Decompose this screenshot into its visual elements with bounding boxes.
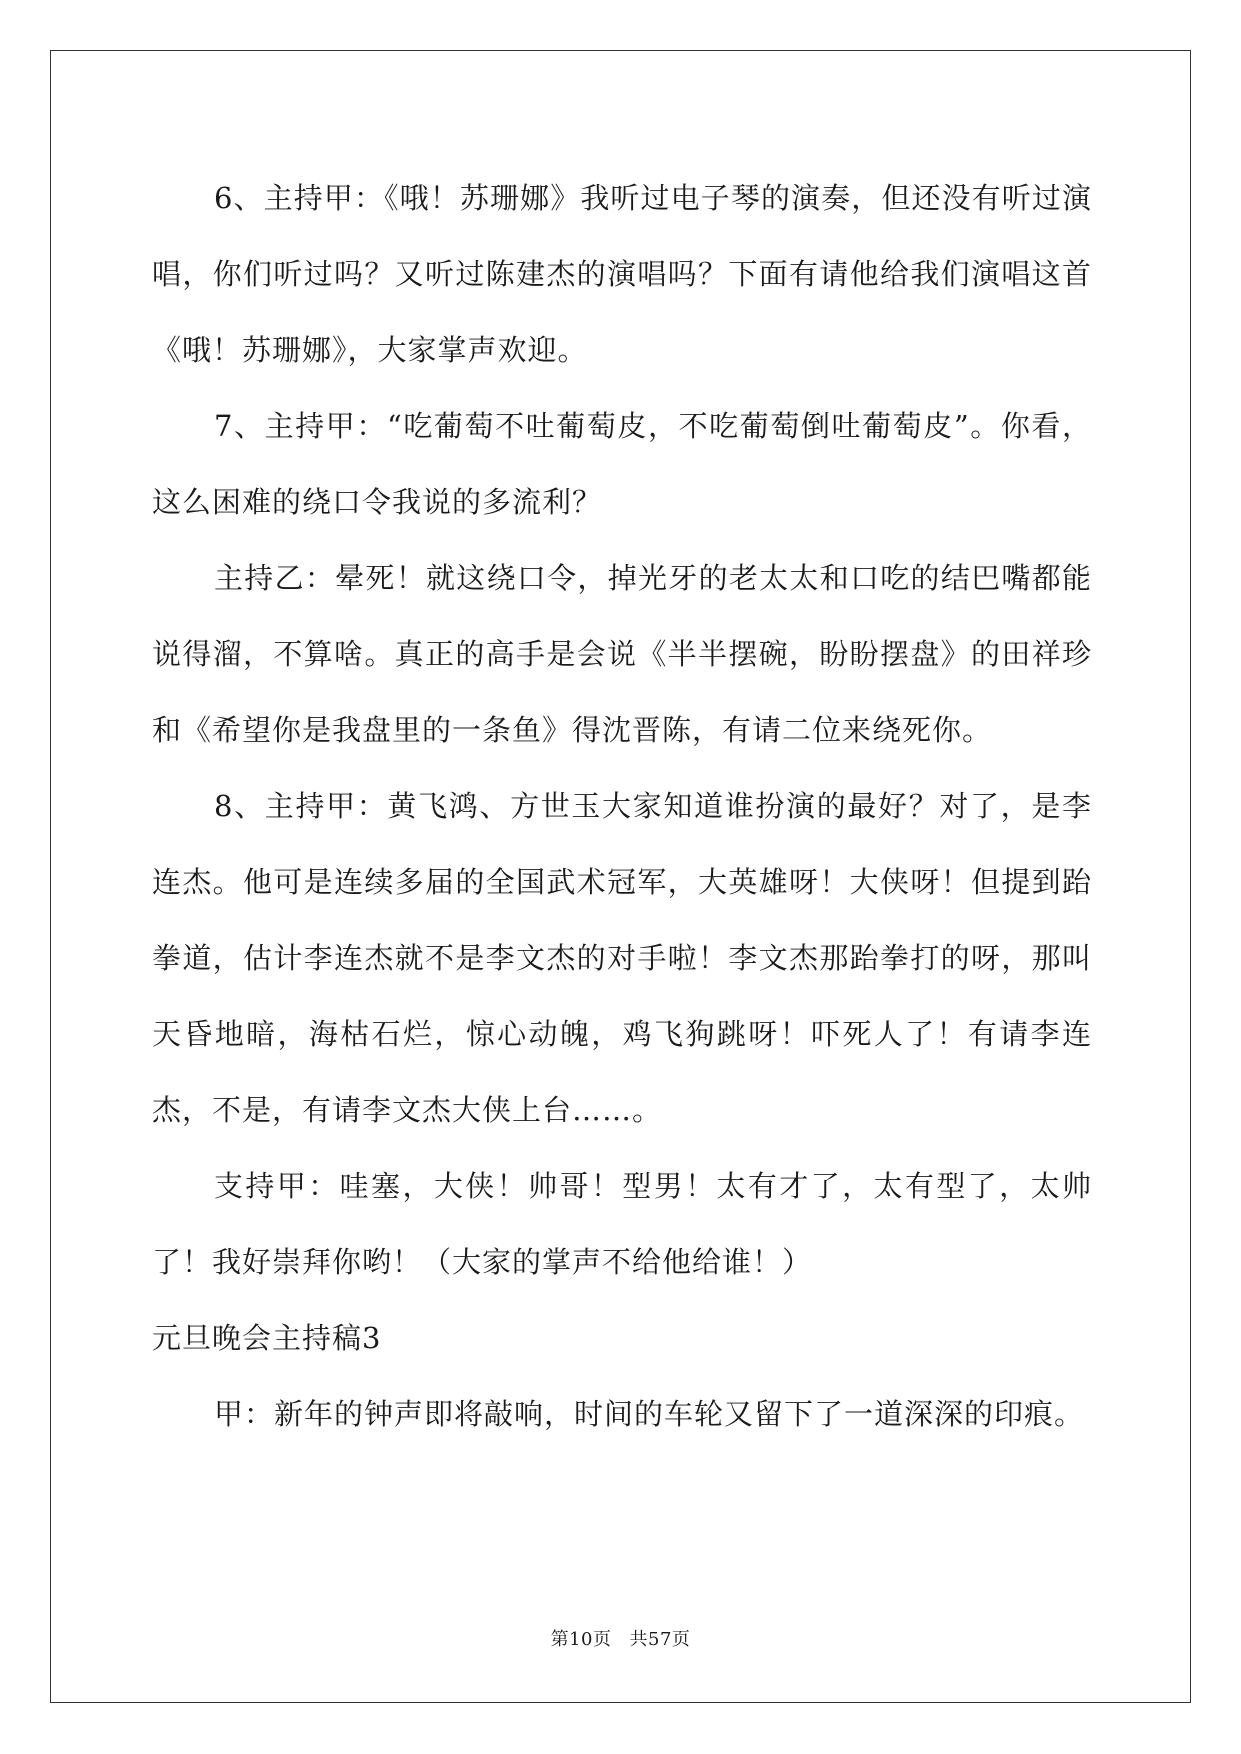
document-body	[152, 160, 1092, 1452]
page-number: 第10页	[550, 1629, 612, 1650]
page-footer	[0, 1625, 1241, 1651]
paragraph-host-a-6: 6、主持甲：《哦！苏珊娜》我听过电子琴的演奏，但还没有听过演唱，你们听过吗？又听过陈建杰的演唱吗？下面有请他给我们演唱这首《哦！苏珊娜》，大家掌声欢迎。	[152, 181, 1092, 367]
paragraph-host-a-8: 8、主持甲：黄飞鸿、方世玉大家知道谁扮演的最好？对了，是李连杰。他可是连续多届的全国武术冠军，大英雄呀！大侠呀！但提到跆拳道，估计李连杰就不是李文杰的对手啦！李文杰那跆拳打的呀，那叫天昏地暗，海枯石烂，惊心动魄，鸡飞狗跳呀！吓死人了！有请李连杰，不是，有请李文杰大侠上台……。	[152, 789, 1092, 1127]
paragraph-a-new-year: 甲：新年的钟声即将敲响，时间的车轮又留下了一道深深的印痕。	[214, 1397, 1085, 1431]
section-heading: 元旦晚会主持稿3	[152, 1321, 382, 1355]
paragraph-host-a-7: 7、主持甲：“吃葡萄不吐葡萄皮，不吃葡萄倒吐葡萄皮”。你看，这么困难的绕口令我说的多流利？	[152, 409, 1092, 519]
paragraph-host-b-reply: 主持乙：晕死！就这绕口令，掉光牙的老太太和口吃的结巴嘴都能说得溜，不算啥。真正的高手是会说《半半摆碗，盼盼摆盘》的田祥珍和《希望你是我盘里的一条鱼》得沈晋陈，有请二位来绕死你。	[152, 561, 1092, 747]
page-total: 共57页	[629, 1629, 691, 1650]
paragraph-support-a: 支持甲：哇塞，大侠！帅哥！型男！太有才了，太有型了，太帅了！我好崇拜你哟！（大家的掌声不给他给谁！）	[152, 1169, 1092, 1279]
